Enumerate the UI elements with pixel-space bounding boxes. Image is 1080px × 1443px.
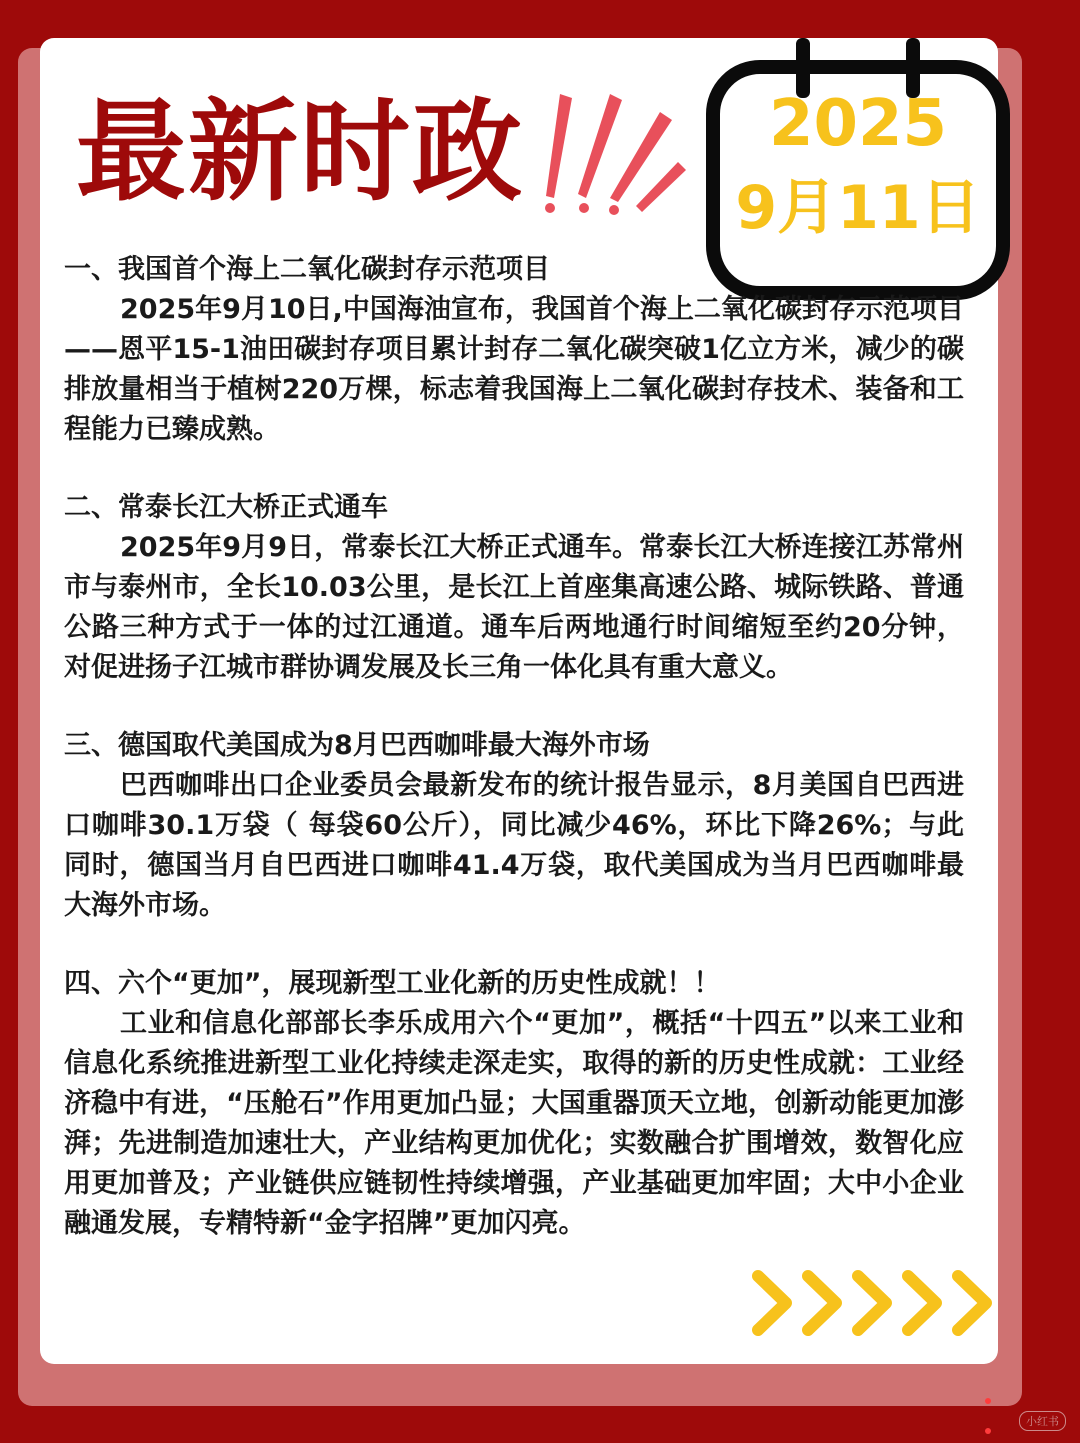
news-section	[64, 964, 964, 1244]
calendar-date: 9月11日	[735, 173, 981, 243]
news-section	[64, 250, 964, 450]
section-heading: 四、六个“更加”，展现新型工业化新的历史性成就！！	[64, 968, 721, 999]
section-heading: 一、我国首个海上二氧化碳封存示范项目	[64, 254, 550, 285]
calendar-year: 2025	[768, 87, 948, 161]
page-title: 最新时政	[76, 88, 524, 216]
article-content	[64, 250, 964, 1282]
exclamation-burst-icon	[540, 86, 690, 216]
section-body: 2025年9月9日，常泰长江大桥正式通车。常泰长江大桥连接江苏常州市与泰州市，全长10.03公里，是长江上首座集高速公路、城际铁路、普通公路三种方式于一体的过江通道。通车后两地通行时间缩短至约20分钟，对促进扬子江城市群协调发展及长三角一体化具有重大意义。	[64, 532, 964, 683]
chevron-right-icon	[750, 1268, 1000, 1338]
news-section	[64, 726, 964, 926]
decorative-dot	[985, 1398, 991, 1404]
news-section	[64, 488, 964, 688]
watermark: 小红书	[1019, 1411, 1066, 1431]
section-body: 工业和信息化部部长李乐成用六个“更加”，概括“十四五”以来工业和信息化系统推进新型工业化持续走深走实，取得的新的历史性成就：工业经济稳中有进，“压舱石”作用更加凸显；大国重器顶天立地，创新动能更加澎湃；先进制造加速壮大，产业结构更加优化；实数融合扩围增效，数智化应用更加普及；产业链供应链韧性持续增强，产业基础更加牢固；大中小企业融通发展，专精特新“金字招牌”更加闪亮。	[64, 1008, 964, 1239]
decorative-dot	[985, 1428, 991, 1434]
section-heading: 三、德国取代美国成为8月巴西咖啡最大海外市场	[64, 730, 650, 761]
section-heading: 二、常泰长江大桥正式通车	[64, 492, 388, 523]
section-body: 巴西咖啡出口企业委员会最新发布的统计报告显示，8月美国自巴西进口咖啡30.1万袋（ 每袋60公斤），同比减少46%，环比下降26%；与此同时，德国当月自巴西进口咖啡41.4万袋，取代美国成为当月巴西咖啡最大海外市场。	[64, 770, 964, 921]
section-body: 2025年9月10日,中国海油宣布，我国首个海上二氧化碳封存示范项目——恩平15-1油田碳封存项目累计封存二氧化碳突破1亿立方米，减少的碳排放量相当于植树220万棵，标志着我国海上二氧化碳封存技术、装备和工程能力已臻成熟。	[64, 294, 964, 445]
